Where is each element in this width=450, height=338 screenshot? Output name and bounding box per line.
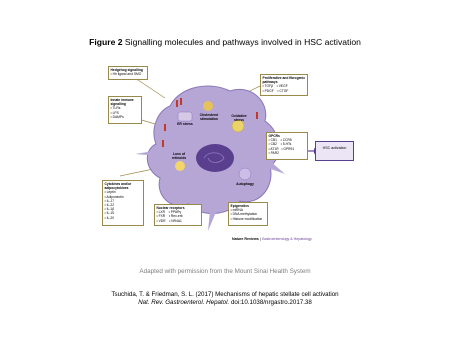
box-heading: Nuclear receptors [156,206,185,210]
box-item: • Hh ligand and SMO [110,72,142,77]
box-item: • PAR2 [268,150,279,155]
box-item: • VDR • NR4A1 [156,218,182,223]
cholesterol-icon [203,101,213,111]
box-item: • LPS [110,110,119,115]
figure-label: Figure 2 [89,37,123,47]
box-item: • miRNA [230,208,244,213]
box-item: • FXR • Rev-erb [156,214,183,219]
credit-separator: | [259,237,261,241]
box-item: • IL-15 [104,211,115,216]
journal-name: Nature Reviews [232,237,259,241]
box-item: • TLRs [110,106,121,111]
er-stress-label: ER stress [177,122,193,126]
journal-credit [232,237,312,241]
box-item: • Histone modification [230,216,263,221]
box-heading: Epigenetics [230,204,250,208]
epigenetics-box [228,202,268,226]
citation-line-2 [0,299,450,306]
box-item: • IL-20 [104,215,115,220]
nucleus [196,144,234,172]
cell-process-bottom [208,211,216,231]
box-heading: GPCRs [268,134,280,138]
permission-caption: Adapted with permission from the Mount Sinai Health System [139,268,311,275]
box-item: • TGFβ • VEGF [262,84,288,89]
figure-title [0,37,450,47]
box-item: • CB1 • CCR5 [268,138,292,143]
citation-line-1: Tsuchida, T. & Friedman, S. L. (2017) Mechanisms of hepatic stellate cell activation [111,291,339,298]
box-heading: Cytokines and/or adipocytokines [104,182,132,191]
box-item: • DNA methylation [230,212,258,217]
proliferative-pathways-box [260,74,308,96]
box-heading: Hedgehog signalling [110,68,143,72]
lipid-droplet-icon [175,161,185,171]
loss-of-retinoids-label: Loss of retinoids [171,152,187,160]
autophagy-label: Autophagy [236,182,254,186]
box-item: • AT1R • GPR91 [268,146,295,151]
innate-immune-box [108,96,142,124]
box-item: • DAMPs [110,114,124,119]
hsc-activation-diagram [80,56,370,246]
cytokines-box [102,180,144,226]
figure-title-text: Signalling molecules and pathways involved in HSC activation [124,37,361,47]
box-item: • PDGF • CTGF [262,88,289,93]
hsc-activation-box: HSC activation [315,141,354,161]
box-item: • Adiponectin [104,194,124,199]
box-item: • IL-17 [104,198,115,203]
nuclear-receptors-box [154,204,202,226]
box-item: • CB2 • 5-HTs [268,142,292,147]
journal-section: Gastroenterology & Hepatology [261,237,312,241]
oxidative-stress-label: Oxidative stress [231,114,247,122]
box-item: • LXR • PPARγ [156,210,182,215]
box-item: • Leptin [104,190,116,195]
cholesterol-label: Cholesterol stimulation [199,113,219,121]
box-item: • IL-1β [104,207,115,212]
box-heading: Proliferative and fibrogenic pathways [262,76,306,85]
citation-journal: Nat. Rev. Gastroenterol. Hepatol. [138,299,230,306]
er-stress-icon [178,112,192,121]
gpcrs-box [266,132,308,160]
box-heading: Innate immune signalling [110,98,134,107]
citation-doi: doi:10.1038/nrgastro.2017.38 [230,299,312,306]
autophagy-vesicle-icon [239,168,251,180]
box-item: • IL-22 [104,203,115,208]
hedgehog-signalling-box [108,66,148,80]
